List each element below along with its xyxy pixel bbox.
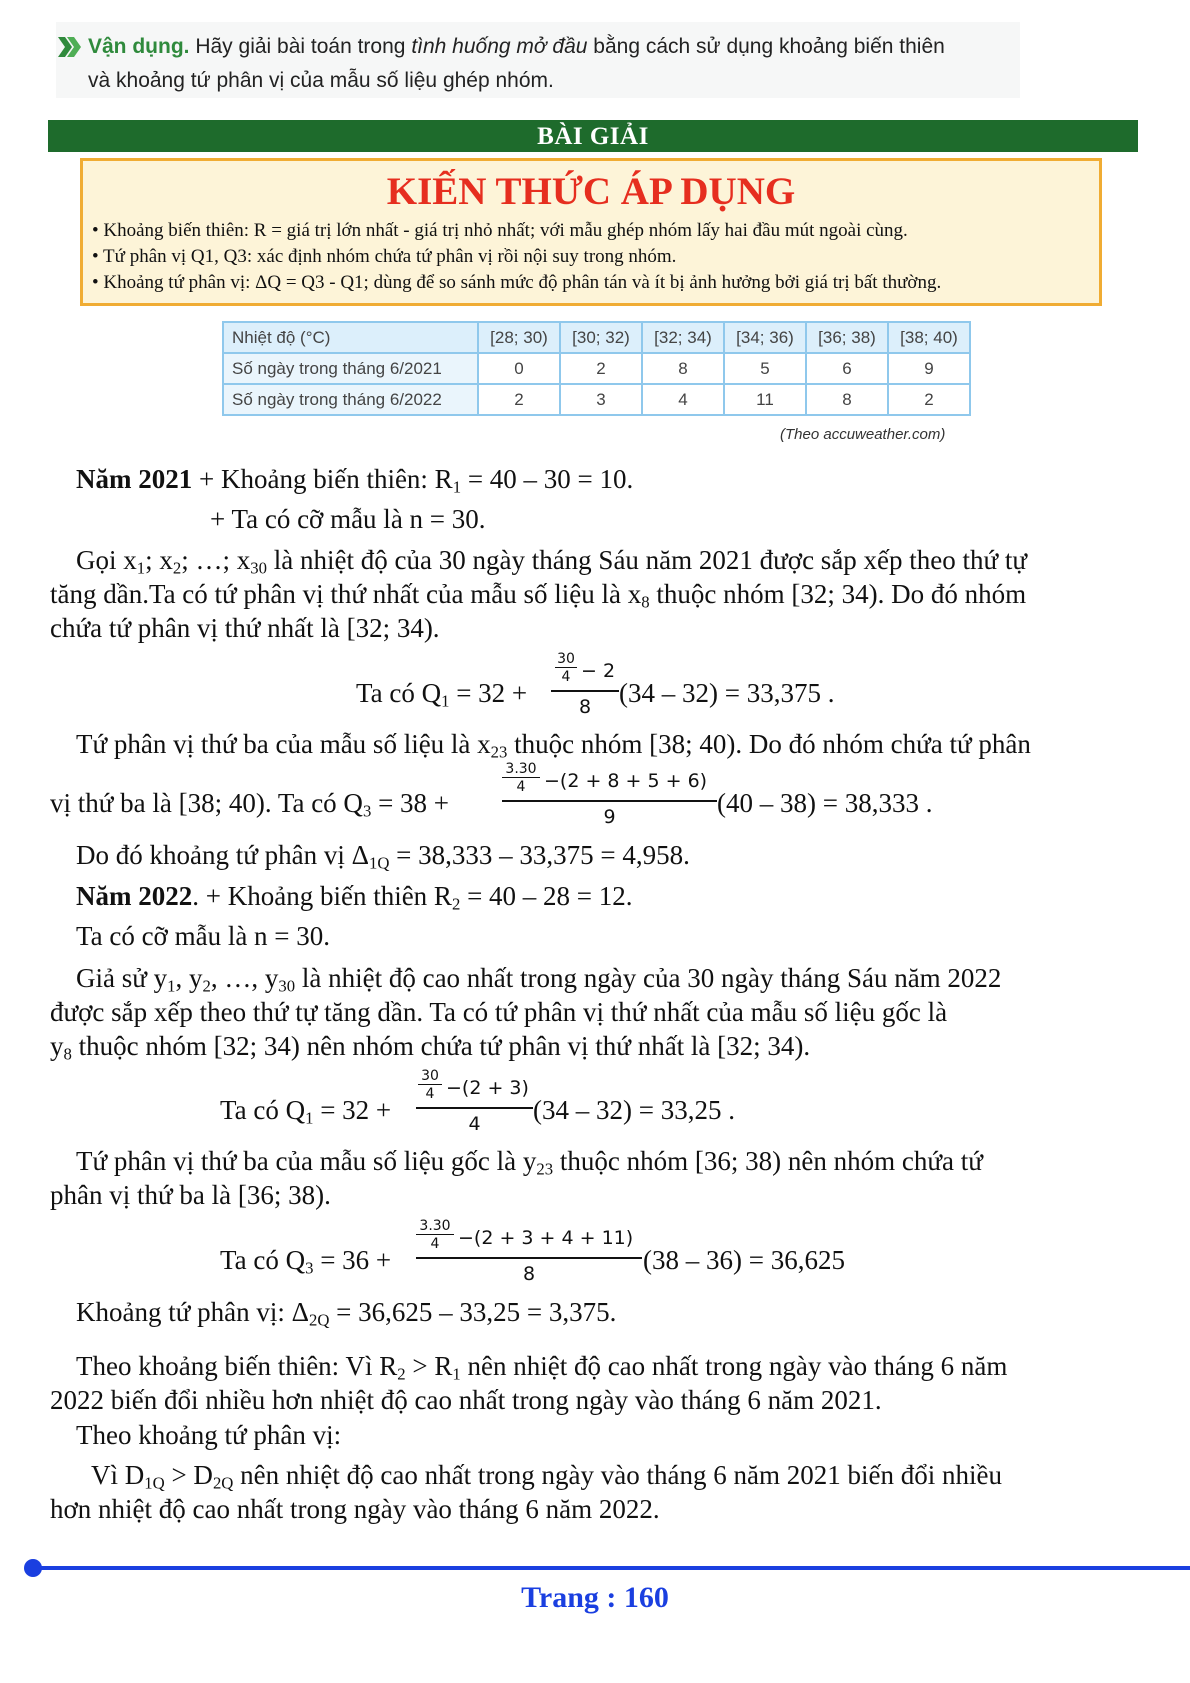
paragraph-line: Giả sử $y_1$, $y_2$, …, $y_{30}$ là nhiệt độ cao nhất trong ngày của 30 ngày tháng Sáu năm 2022 (76, 963, 1002, 996)
table-row (223, 384, 970, 415)
fraction-q3-2021: 3.30 4 −(2 + 8 + 5 + 6) 9 (502, 760, 717, 834)
van-dung-text: Vận dụng. Hãy giải bài toán trong tình huống mở đầu bằng cách sử dụng khoảng biến thiên và khoảng tứ phân vị của mẫu số liệu ghép nhóm. (88, 35, 945, 92)
sample-size-2021: + Ta có cỡ mẫu là n = 30. (210, 504, 486, 534)
sample-size-2022: Ta có cỡ mẫu là n = 30. (76, 921, 331, 951)
fraction-q1-2022: 30 4 −(2 + 3) 4 (416, 1067, 533, 1141)
formula-q1-2022-right: (34 – 32) = 33,25 . (533, 1095, 735, 1125)
table-cell: 5 (724, 353, 806, 384)
footer-divider (30, 1566, 1190, 1570)
table-header-cell: [34; 36) (724, 322, 806, 353)
table-header-cell: Nhiệt độ (°C) (223, 322, 478, 353)
paragraph-line: Theo khoảng tứ phân vị: (76, 1420, 342, 1450)
table-cell: 8 (806, 384, 888, 415)
table-cell: 3 (560, 384, 642, 415)
formula-q1-2021-right: (34 – 32) = 33,375 . (619, 678, 835, 708)
formula-q1-2022-left: Ta có $Q_1 = 32$ + (220, 1095, 392, 1128)
table-cell: 11 (724, 384, 806, 415)
page-number: Trang : 160 (521, 1581, 669, 1614)
year-2022-range: Năm 2022. + Khoảng biến thiên $R_2 = 40 - 28 = 12$. (76, 881, 633, 914)
double-chevron-icon (58, 37, 82, 57)
table-header-row (223, 322, 970, 353)
table-cell: 2 (888, 384, 970, 415)
table-cell: 9 (888, 353, 970, 384)
year-2021-range: Năm 2021 + Khoảng biến thiên: $R_1 = 40 - 30 = 10$. (76, 464, 634, 497)
table-cell: 0 (478, 353, 560, 384)
table-cell: 2 (478, 384, 560, 415)
table-cell: 2 (560, 353, 642, 384)
bai-giai-heading: BÀI GIẢI (48, 120, 1138, 152)
table-header-cell: [28; 30) (478, 322, 560, 353)
table-cell: 4 (642, 384, 724, 415)
paragraph-line: Tứ phân vị thứ ba của mẫu số liệu là $x_{23}$ thuộc nhóm [38; 40). Do đó nhóm chứa tứ phân (76, 729, 1031, 762)
formula-q1-2021-left: Ta có $Q_1 = 32$ + (356, 678, 528, 711)
paragraph-line: hơn nhiệt độ cao nhất trong ngày vào tháng 6 năm 2022. (50, 1494, 660, 1524)
table-header-cell: [38; 40) (888, 322, 970, 353)
formula-q3-2021-right: (40 – 38) = 38,333 . (717, 788, 933, 818)
table-header-cell: [32; 34) (642, 322, 724, 353)
table-header-cell: [36; 38) (806, 322, 888, 353)
fraction-q1-2021: 30 4 − 2 8 (551, 650, 619, 724)
paragraph-line: phân vị thứ ba là [36; 38). (50, 1180, 331, 1210)
temperature-table (222, 321, 971, 416)
table-source: (Theo accuweather.com) (780, 426, 946, 443)
kien-thuc-item: • Khoảng tứ phân vị: ΔQ = Q3 - Q1; dùng để so sánh mức độ phân tán và ít bị ảnh hưởng bởi giá trị bất thường. (92, 272, 942, 293)
table-cell: Số ngày trong tháng 6/2021 (223, 353, 478, 384)
fraction-q3-2022: 3.30 4 −(2 + 3 + 4 + 11) 8 (416, 1217, 642, 1291)
paragraph-line: 2022 biến đổi nhiều hơn nhiệt độ cao nhất trong ngày vào tháng 6 năm 2021. (50, 1385, 882, 1415)
table-header-cell: [30; 32) (560, 322, 642, 353)
paragraph-line: Vì $D_{1Q} > D_{2Q}$ nên nhiệt độ cao nhất trong ngày vào tháng 6 năm 2021 biến đổi nhiều (91, 1460, 1002, 1493)
formula-q3-2022-right: (38 – 36) = 36,625 (643, 1245, 845, 1275)
paragraph-line: $y_8$ thuộc nhóm [32; 34) nên nhóm chứa tứ phân vị thứ nhất là [32; 34). (50, 1031, 811, 1064)
paragraph-line: chứa tứ phân vị thứ nhất là [32; 34). (50, 613, 440, 643)
paragraph-line: được sắp xếp theo thứ tự tăng dần. Ta có tứ phân vị thứ nhất của mẫu số liệu gốc là (50, 997, 948, 1027)
paragraph-line: Gọi $x_1$; $x_2$; …; $x_{30}$ là nhiệt độ của 30 ngày tháng Sáu năm 2021 được sắp xếp theo thứ tự (76, 545, 1028, 578)
van-dung-label: Vận dụng. (88, 35, 190, 58)
table-row (223, 353, 970, 384)
kien-thuc-item: • Tứ phân vị Q1, Q3: xác định nhóm chứa tứ phân vị rồi nội suy trong nhóm. (92, 246, 677, 267)
paragraph-line: Theo khoảng biến thiên: Vì $R_2 > R_1$ nên nhiệt độ cao nhất trong ngày vào tháng 6 năm (76, 1351, 1008, 1384)
footer-dot (24, 1559, 42, 1577)
formula-q3-2022-left: Ta có $Q_3 = 36$ + (220, 1245, 392, 1278)
table-cell: 6 (806, 353, 888, 384)
interquartile-2022: Khoảng tứ phân vị: $\Delta_{2Q} = 36,625 - 33,25 = 3,375$. (76, 1297, 617, 1330)
table-cell: 8 (642, 353, 724, 384)
kien-thuc-item: • Khoảng biến thiên: R = giá trị lớn nhất - giá trị nhỏ nhất; với mẫu ghép nhóm lấy hai đầu mút ngoài cùng. (92, 220, 908, 241)
interquartile-2021: Do đó khoảng tứ phân vị $\Delta_{1Q} = 38,333 - 33,375 = 4,958$. (76, 840, 690, 873)
formula-q3-2021-left: vị thứ ba là [38; 40). Ta có $Q_3 = 38$ + (50, 788, 450, 821)
paragraph-line: tăng dần.Ta có tứ phân vị thứ nhất của mẫu số liệu là $x_8$ thuộc nhóm [32; 34). Do đó nhóm (50, 579, 1027, 612)
table-cell: Số ngày trong tháng 6/2022 (223, 384, 478, 415)
paragraph-line: Tứ phân vị thứ ba của mẫu số liệu gốc là $y_{23}$ thuộc nhóm [36; 38) nên nhóm chứa tứ (76, 1146, 983, 1179)
kien-thuc-title: KIẾN THỨC ÁP DỤNG (386, 170, 796, 213)
